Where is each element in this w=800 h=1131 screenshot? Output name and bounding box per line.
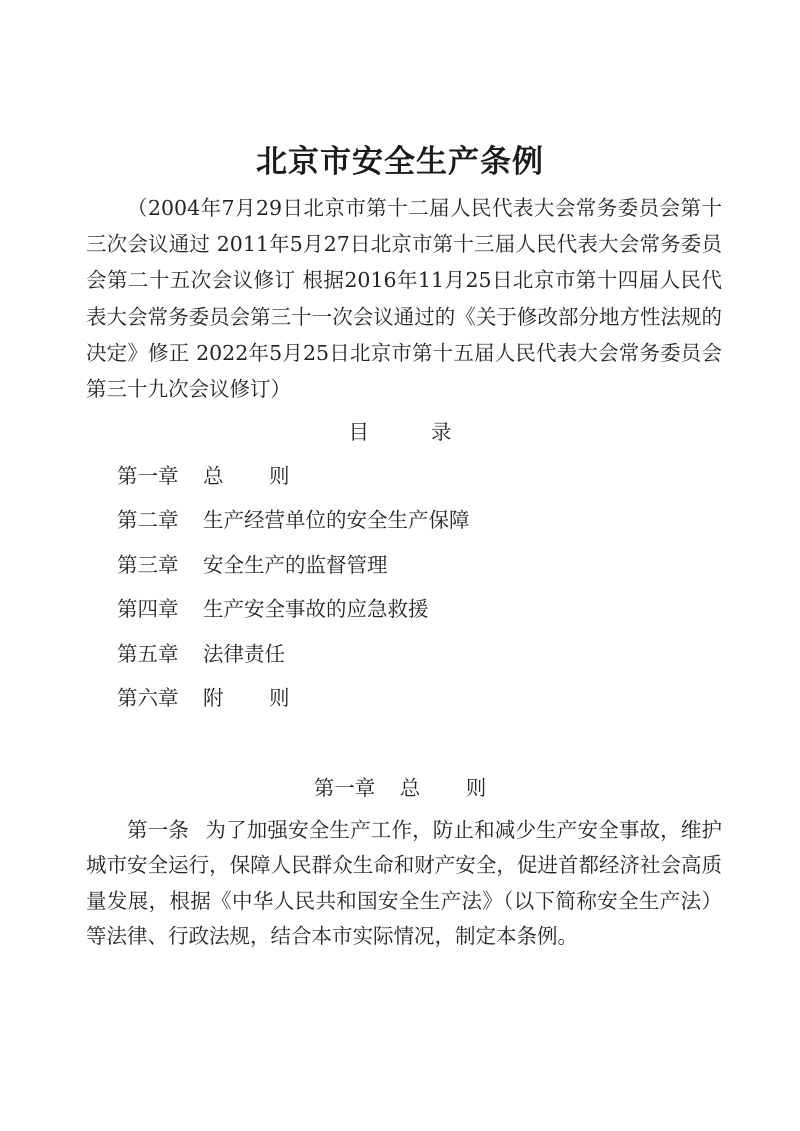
toc-item-chapter-6: [117, 680, 717, 724]
toc-chapter-title: 法律责任: [203, 641, 285, 666]
toc-chapter-number: 第四章: [117, 597, 179, 622]
document-preamble: （2004年7月29日北京市第十二届人民代表大会常务委员会第十三次会议通过 2011年5月27日北京市第十三届人民代表大会常务委员会第二十五次会议修订 根据2016年11月25日北京市第十四届人民代表大会常务委员会第三十一次会议通过的《关于修改部分地方性法规的决定》修正 2022年5月25日北京市第十五届人民代表大会常务委员会第三十九次会议修订）: [86, 196, 722, 402]
toc-item-chapter-2: [117, 502, 717, 546]
toc-chapter-number: 第五章: [117, 641, 179, 666]
document-title: 北京市安全生产条例: [256, 144, 544, 180]
article-text: 为了加强安全生产工作，防止和减少生产安全事故，维护城市安全运行，保障人民群众生命和财产安全，促进首都经济社会高质量发展，根据《中华人民共和国安全生产法》（以下简称安全生产法）等法律、行政法规，结合本市实际情况，制定本条例。: [86, 818, 723, 949]
toc-chapter-title-part: 总: [203, 464, 224, 488]
toc-chapter-number: 第六章: [117, 685, 179, 710]
toc-heading-right: 录: [431, 420, 452, 444]
toc-heading-left: 目: [348, 420, 369, 444]
toc-chapter-number: 第二章: [117, 508, 179, 533]
chapter-1-heading: [0, 770, 800, 806]
chapter-title-part: 总: [399, 776, 421, 800]
toc-chapter-title: 安全生产的监督管理: [203, 552, 388, 577]
toc-chapter-title: 生产安全事故的应急救援: [203, 597, 429, 622]
toc-item-chapter-3: [117, 547, 717, 591]
chapter-number: 第一章: [313, 776, 376, 800]
toc-chapter-title-part: 附: [203, 685, 224, 710]
toc-chapter-title-part: 则: [269, 464, 290, 488]
toc-item-chapter-5: [117, 636, 717, 680]
toc-heading: [0, 414, 800, 450]
toc-chapter-title: 生产经营单位的安全生产保障: [203, 508, 470, 533]
toc-chapter-title-part: 则: [269, 685, 290, 710]
toc-chapter-number: 第三章: [117, 552, 179, 577]
table-of-contents: [117, 458, 717, 724]
toc-chapter-number: 第一章: [117, 464, 179, 488]
toc-item-chapter-4: [117, 591, 717, 635]
article-label: 第一条: [127, 818, 190, 842]
article-1: [86, 813, 722, 955]
toc-item-chapter-1: [117, 458, 717, 502]
chapter-title-part: 则: [465, 776, 487, 800]
